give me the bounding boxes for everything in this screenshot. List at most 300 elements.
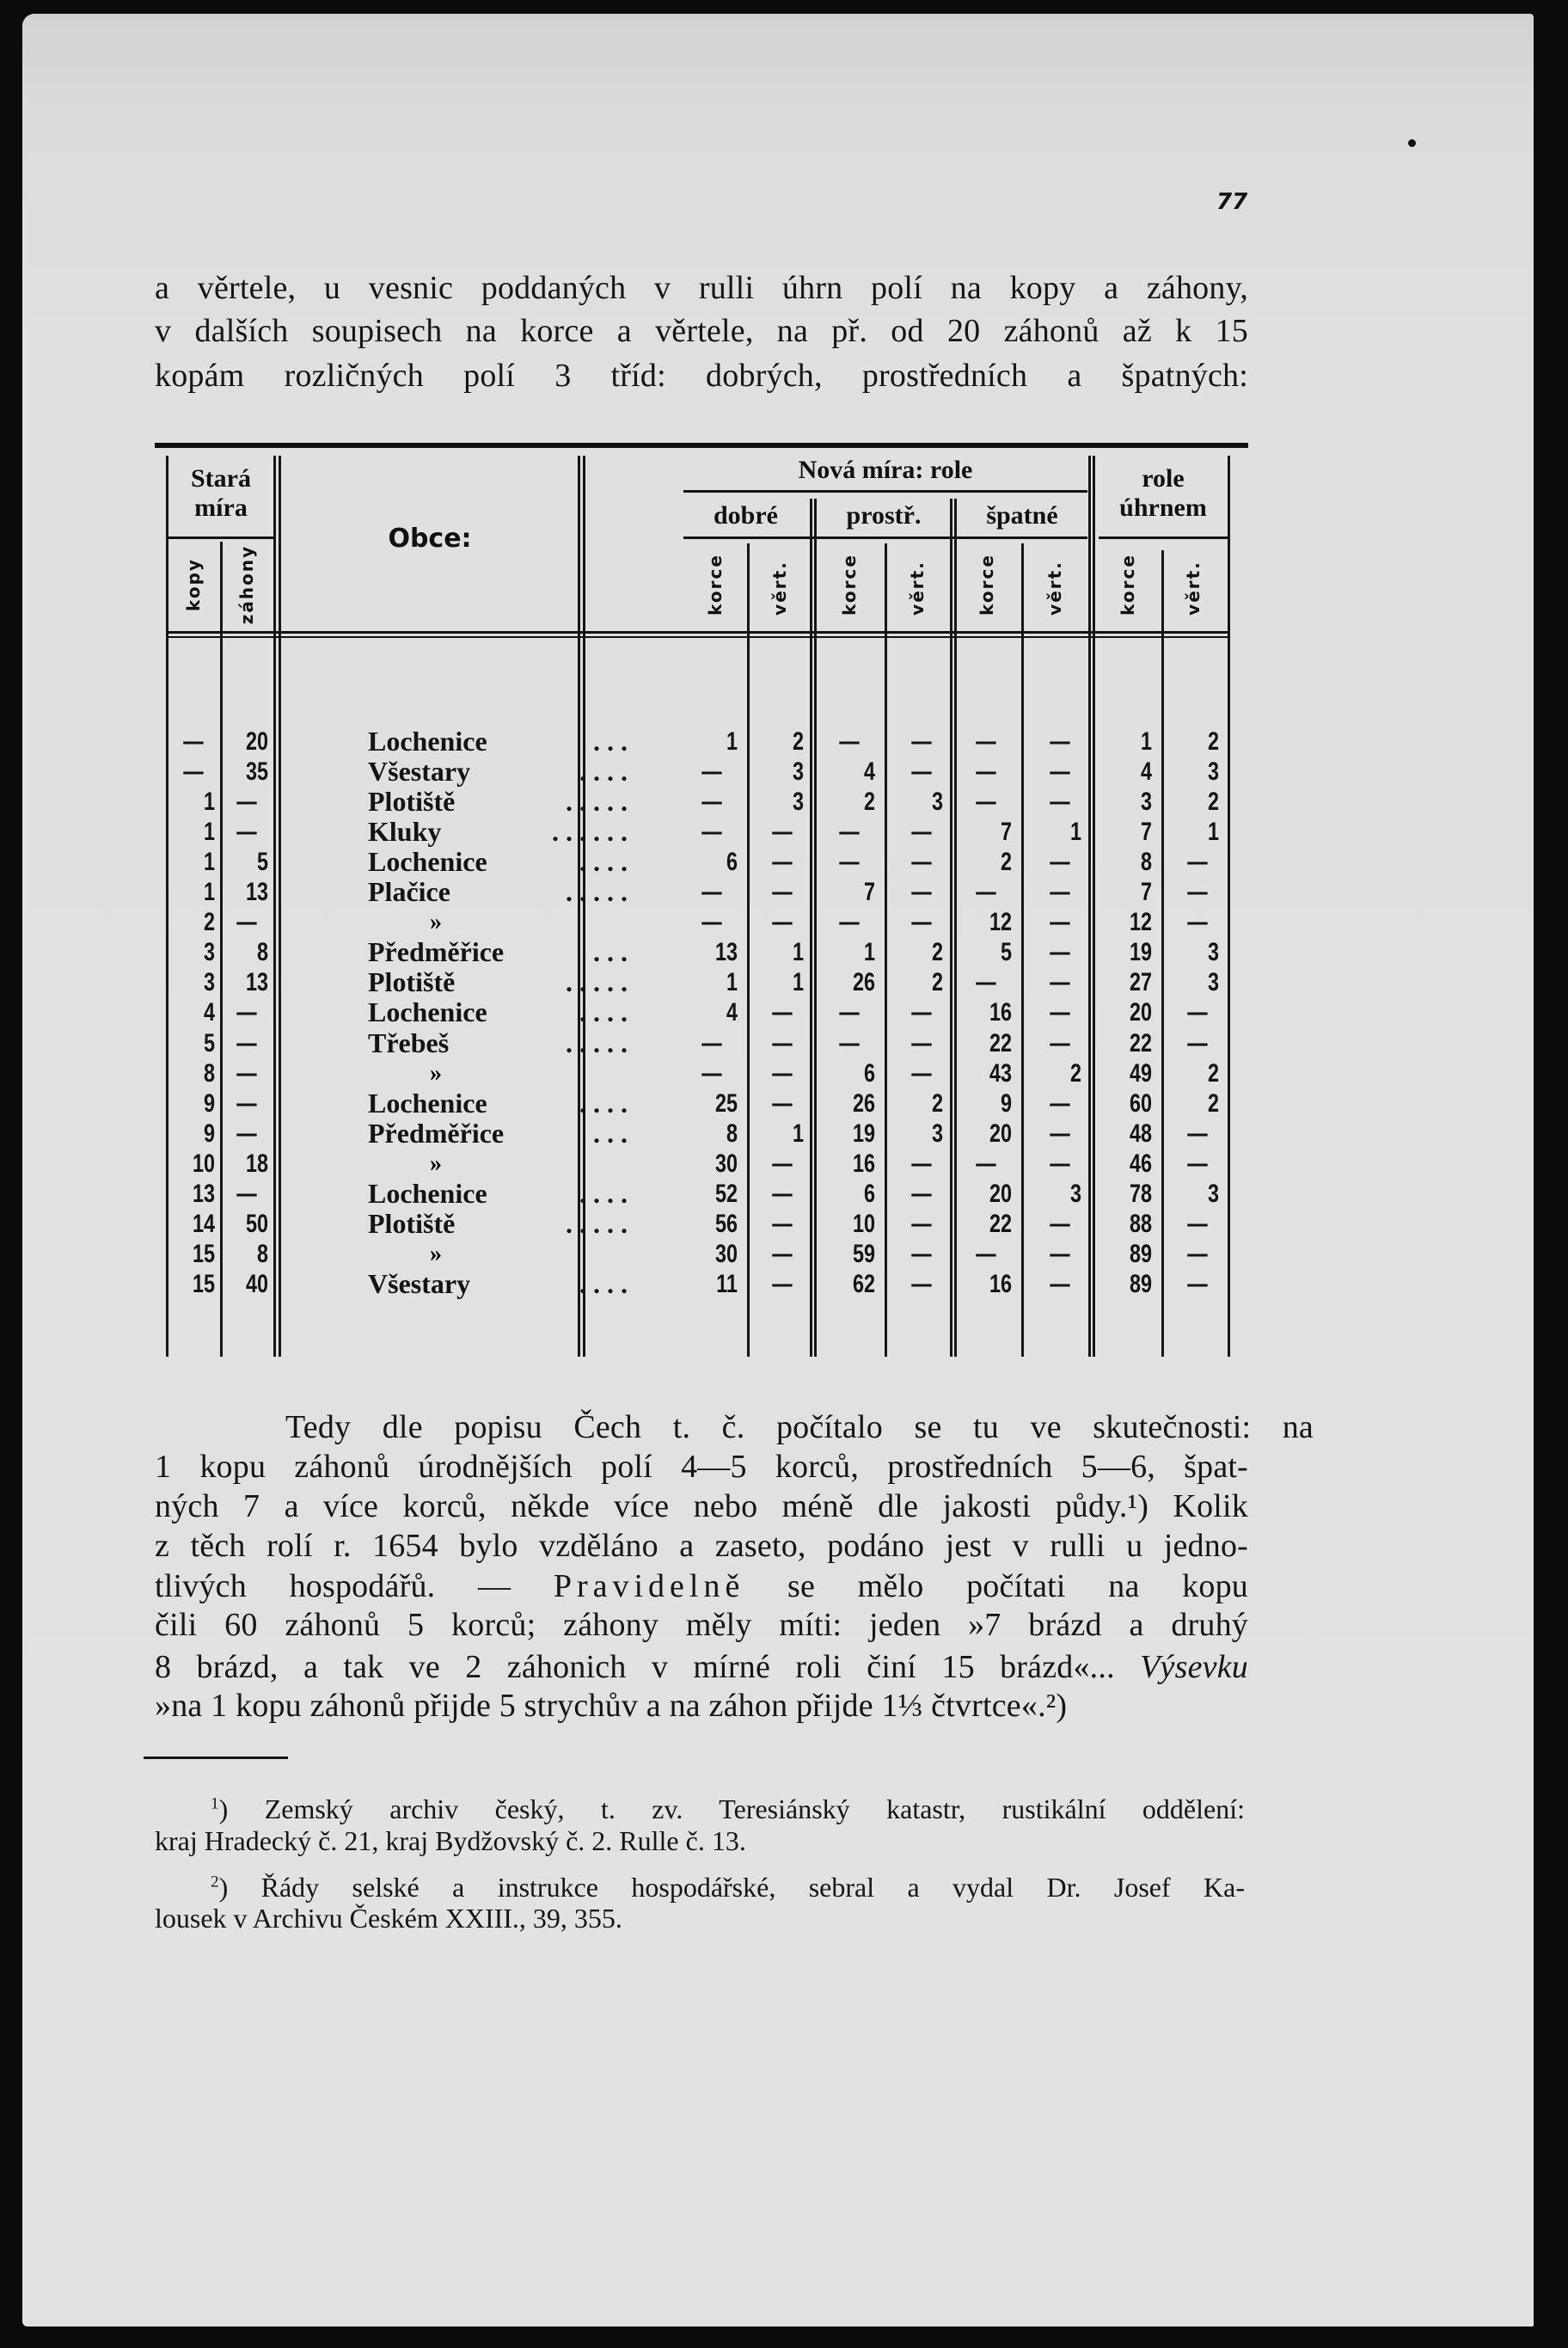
cell-pv: — (911, 727, 932, 756)
header-dobre-vert: věrt. (769, 561, 790, 616)
cell-pk: 62 (852, 1269, 875, 1298)
table-row (0, 847, 1568, 877)
cell-uk: 12 (1129, 908, 1152, 937)
cell-pk: 6 (863, 1058, 875, 1088)
header-dobre-korce: korce (705, 554, 726, 616)
header-zahony: záhony (236, 544, 257, 625)
header-obce: Obce: (388, 524, 472, 554)
cell-uv: 2 (1207, 727, 1219, 756)
cell-dv: — (772, 1209, 793, 1238)
cell-uv: — (1187, 1269, 1208, 1298)
cell-dv: — (772, 1088, 793, 1118)
header-rule-2 (166, 636, 1229, 638)
leader-dots: ... (593, 936, 634, 968)
cell-kopy: 13 (192, 1179, 215, 1208)
cell-pk: 4 (863, 757, 875, 787)
village-name (368, 787, 634, 817)
village-name (368, 877, 634, 907)
village-name (368, 1119, 634, 1149)
footnote-2-line-1 (211, 1872, 1245, 1904)
cell-pk: — (839, 998, 860, 1027)
cell-zahony: 50 (245, 1209, 268, 1238)
cell-sk: 7 (1000, 818, 1012, 847)
leader-dots: ..... (566, 1027, 634, 1058)
footnote-1-line-2: kraj Hradecký č. 21, kraj Bydžovský č. 2. Rulle č. 13. (155, 1825, 746, 1856)
table-row (0, 1239, 1568, 1269)
village-name (368, 1028, 634, 1058)
cell-dk: 8 (726, 1119, 738, 1148)
village-label: Plotiště (368, 1207, 456, 1239)
cell-zahony: — (236, 1058, 257, 1088)
cell-zahony: 8 (256, 1239, 268, 1268)
cell-sv: 2 (1069, 1058, 1081, 1088)
cell-uk: 89 (1129, 1269, 1152, 1298)
village-label: Předměřice (368, 1117, 505, 1149)
cell-uk: 19 (1129, 938, 1152, 967)
table-top-rule (155, 443, 1248, 448)
cell-uv: 3 (1207, 968, 1219, 997)
cell-uv: 2 (1207, 1058, 1219, 1088)
cell-uv: — (1187, 1239, 1208, 1268)
cell-pv: — (911, 908, 932, 937)
header-role-line1: role (1142, 464, 1185, 493)
cell-sk: 20 (989, 1179, 1012, 1208)
table-row (0, 997, 1568, 1027)
header-stara-mira (168, 464, 273, 523)
table-row (0, 817, 1568, 847)
cell-pk: — (839, 848, 860, 877)
cell-dv: — (772, 1149, 793, 1178)
para-line-7-pre: 8 brázd, a tak ve 2 záhonich v mírné roli činí 15 brázd«... (155, 1649, 1141, 1685)
cell-sk: 16 (989, 998, 1012, 1027)
cell-dv: — (772, 1239, 793, 1268)
cell-pv: 2 (931, 938, 943, 967)
cell-uk: 60 (1129, 1088, 1152, 1118)
cell-uk: 78 (1129, 1179, 1152, 1208)
table-row (0, 937, 1568, 967)
cell-kopy: — (183, 727, 204, 756)
cell-pk: 19 (852, 1119, 875, 1148)
cell-dk: 1 (726, 727, 738, 756)
cell-sk: — (976, 878, 996, 907)
cell-kopy: 15 (192, 1239, 215, 1268)
cell-uv: — (1187, 998, 1208, 1027)
cell-uv: 1 (1207, 818, 1219, 847)
cell-sv: — (1050, 1239, 1070, 1268)
table-row (0, 1058, 1568, 1088)
cell-dv: 1 (792, 968, 804, 997)
nova-mira-rule (683, 490, 1087, 493)
village-label: Předměřice (368, 936, 505, 968)
leader-dots: ...... (552, 816, 634, 848)
cell-kopy: 1 (203, 878, 215, 907)
village-name (368, 1269, 634, 1299)
cell-sv: — (1050, 1269, 1070, 1298)
village-label: Plotiště (368, 786, 456, 818)
cell-pv: — (911, 998, 932, 1027)
para-line-3: ných 7 a více korců, někde více nebo méně dle jakosti půdy.¹) Kolik (155, 1488, 1248, 1524)
cell-sv: — (1050, 908, 1070, 937)
cell-pk: — (839, 1028, 860, 1058)
cell-pk: — (839, 908, 860, 937)
cell-uv: 2 (1207, 1088, 1219, 1118)
cell-dv: — (772, 1179, 793, 1208)
para-line-5 (155, 1566, 1248, 1606)
cell-dk: 4 (726, 998, 738, 1027)
cell-sv: — (1050, 757, 1070, 787)
cell-zahony: 18 (245, 1149, 268, 1178)
para-line-2: 1 kopu záhonů úrodnějších polí 4—5 korců, prostředních 5—6, špat- (155, 1449, 1248, 1485)
table-row (0, 877, 1568, 907)
leader-dots: ..... (566, 786, 634, 818)
cell-pk: 7 (863, 878, 875, 907)
village-label: Lochenice (368, 996, 487, 1028)
cell-zahony: 35 (245, 757, 268, 787)
village-label: Lochenice (368, 1087, 487, 1119)
para-spaced-word: Pravidelně (553, 1568, 745, 1604)
cell-sk: 22 (989, 1028, 1012, 1058)
header-uhrnem-vert: věrt. (1183, 561, 1204, 616)
cell-pk: 6 (863, 1179, 875, 1208)
cell-pv: 3 (931, 788, 943, 817)
cell-sk: — (976, 757, 996, 787)
cell-sk: — (976, 788, 996, 817)
cell-kopy: 15 (192, 1269, 215, 1298)
cell-dv: — (772, 1058, 793, 1088)
cell-sv: — (1050, 1088, 1070, 1118)
footnote-1-marker: $^1$) (211, 1793, 229, 1824)
cell-sv: — (1050, 1149, 1070, 1178)
village-name (368, 1088, 634, 1119)
cell-zahony: 8 (256, 938, 268, 967)
village-label: Plotiště (368, 966, 456, 998)
village-label: Lochenice (368, 846, 487, 878)
cell-uv: — (1187, 848, 1208, 877)
cell-pv: — (911, 1058, 932, 1088)
cell-dv: 3 (792, 757, 804, 787)
cell-kopy: 2 (203, 908, 215, 937)
village-name (368, 937, 634, 967)
para-italic-word: Výsevku (1140, 1649, 1248, 1685)
cell-zahony: — (236, 998, 257, 1027)
leader-dots: .... (579, 1087, 634, 1119)
cell-uv: — (1187, 1028, 1208, 1058)
page-number: 77 (1216, 189, 1248, 215)
village-name (368, 967, 634, 997)
village-name (368, 847, 634, 877)
leader-dots: .... (579, 846, 634, 878)
cell-uk: 22 (1129, 1028, 1152, 1058)
leader-dots: ... (593, 1117, 634, 1149)
cell-pk: 1 (863, 938, 875, 967)
para-line-6: čili 60 záhonů 5 korců; záhony měly míti: jeden »7 brázd a druhý (155, 1607, 1248, 1643)
cell-uk: 4 (1140, 757, 1152, 787)
para-line-1: Tedy dle popisu Čech t. č. počítalo se tu ve skutečnosti: na (285, 1409, 1314, 1445)
cell-sk: 22 (989, 1209, 1012, 1238)
uhrnem-rule (1099, 536, 1228, 539)
cell-dv: 1 (792, 938, 804, 967)
cell-uk: 8 (1140, 848, 1152, 877)
intro-line-2: v dalších soupisech na korce a věrtele, na př. od 20 záhonů až k 15 (155, 313, 1248, 349)
para-line-4: z těch rolí r. 1654 bylo vzděláno a zaseto, podáno jest v rulli u jedno- (155, 1528, 1248, 1564)
cell-sk: 16 (989, 1269, 1012, 1298)
cell-uv: 3 (1207, 1179, 1219, 1208)
cell-sv: — (1050, 848, 1070, 877)
cell-pv: — (911, 1209, 932, 1238)
cell-sv: — (1050, 727, 1070, 756)
village-label: Všestary (368, 756, 471, 788)
footnote-2-marker: $^2$) (211, 1872, 229, 1903)
footnote-rule (144, 1756, 288, 1759)
cell-uv: 3 (1207, 938, 1219, 967)
cell-zahony: 13 (245, 878, 268, 907)
cell-pv: — (911, 848, 932, 877)
village-label: Kluky (368, 816, 442, 848)
cell-uv: — (1187, 1209, 1208, 1238)
cell-dk: 11 (716, 1269, 738, 1298)
cell-sv: — (1050, 788, 1070, 817)
ditto-mark: » (430, 1240, 442, 1267)
cell-pv: — (911, 1269, 932, 1298)
table-row (0, 1149, 1568, 1179)
cell-dk: — (701, 1058, 722, 1088)
header-nova-mira: Nová míra: role (798, 456, 973, 484)
cell-pv: — (911, 757, 932, 787)
header-prostr-vert: věrt. (907, 561, 928, 616)
cell-uk: 27 (1129, 968, 1152, 997)
cell-pv: — (911, 1149, 932, 1178)
cell-dk: — (701, 818, 722, 847)
cell-pv: 2 (931, 1088, 943, 1118)
cell-pv: — (911, 878, 932, 907)
intro-line-1: a věrtele, u vesnic poddaných v rulli úhrn polí na kopy a záhony, (155, 270, 1248, 306)
cell-pv: 3 (931, 1119, 943, 1148)
cell-dv: 2 (792, 727, 804, 756)
cell-sk: 20 (989, 1119, 1012, 1148)
cell-dv: — (772, 998, 793, 1027)
village-label: Všestary (368, 1267, 471, 1299)
table-row (0, 1028, 1568, 1058)
cell-uk: 20 (1129, 998, 1152, 1027)
cell-dv: — (772, 878, 793, 907)
ditto-mark: » (430, 1059, 442, 1087)
table-row (0, 726, 1568, 757)
village-name (368, 1179, 634, 1209)
cell-kopy: 5 (203, 1028, 215, 1058)
header-uhrnem-korce: korce (1118, 554, 1138, 616)
cell-dk: — (701, 878, 722, 907)
cell-sv: — (1050, 968, 1070, 997)
header-rule-1 (166, 631, 1229, 634)
leader-dots: .... (579, 1177, 634, 1209)
cell-dv: 3 (792, 788, 804, 817)
table-row (0, 1179, 1568, 1209)
cell-dk: 52 (714, 1179, 738, 1208)
cell-uk: 7 (1140, 878, 1152, 907)
cell-sv: — (1050, 878, 1070, 907)
cell-pv: — (911, 1239, 932, 1268)
cell-uv: — (1187, 1119, 1208, 1148)
cell-dv: 1 (792, 1119, 804, 1148)
cell-sv: — (1050, 998, 1070, 1027)
cell-dk: 25 (714, 1088, 738, 1118)
header-kopy: kopy (183, 558, 204, 611)
intro-line-3: kopám rozličných polí 3 tříd: dobrých, prostředních a špatných: (155, 358, 1248, 394)
cell-pk: 26 (852, 968, 875, 997)
leader-dots: .... (579, 756, 634, 788)
footnote-2-line-2: lousek v Archivu Českém XXIII., 39, 355. (155, 1903, 622, 1934)
cell-uk: 1 (1140, 727, 1152, 756)
cell-sv: — (1050, 938, 1070, 967)
cell-sk: 5 (1000, 938, 1012, 967)
leader-dots: ... (593, 726, 634, 757)
cell-dv: — (772, 848, 793, 877)
cell-pv: — (911, 1179, 932, 1208)
cell-dk: — (701, 757, 722, 787)
footnote-1-text: Zemský archiv český, t. zv. Teresiánský katastr, rustikální oddělení: (264, 1793, 1246, 1824)
cell-dk: 56 (714, 1209, 738, 1238)
header-spatne-korce: korce (977, 554, 997, 616)
cell-dv: — (772, 1028, 793, 1058)
cell-kopy: — (183, 757, 204, 787)
village-name (368, 997, 634, 1027)
table-row (0, 787, 1568, 817)
header-prostr: prostř. (846, 501, 922, 530)
header-stara-line2: míra (194, 494, 248, 522)
cell-uk: 7 (1140, 818, 1152, 847)
header-spatne-vert: věrt. (1044, 561, 1065, 616)
cell-uk: 46 (1129, 1149, 1152, 1178)
ditto-mark: » (430, 909, 442, 936)
cell-dk: 13 (714, 938, 738, 967)
cell-kopy: 9 (203, 1119, 215, 1148)
village-name (368, 1209, 634, 1239)
cell-kopy: 10 (192, 1149, 215, 1178)
cell-zahony: — (236, 1028, 257, 1058)
cell-sk: — (976, 1149, 996, 1178)
cell-sv: — (1050, 1119, 1070, 1148)
cell-zahony: 40 (245, 1269, 268, 1298)
table-row (0, 1269, 1568, 1299)
cell-uv: — (1187, 1149, 1208, 1178)
leader-dots: ..... (566, 1207, 634, 1239)
cell-pk: — (839, 818, 860, 847)
village-name (368, 726, 634, 757)
cell-dv: — (772, 908, 793, 937)
cell-uv: 2 (1207, 788, 1219, 817)
cell-sk: 2 (1000, 848, 1012, 877)
cell-zahony: — (236, 818, 257, 847)
cell-dk: — (701, 788, 722, 817)
ditto-mark: » (430, 1149, 442, 1177)
cell-zahony: 5 (256, 848, 268, 877)
cell-sk: — (976, 968, 996, 997)
cell-pv: — (911, 818, 932, 847)
cell-dv: — (772, 1269, 793, 1298)
cell-zahony: — (236, 788, 257, 817)
village-label: Plačice (368, 876, 450, 908)
table-row (0, 1209, 1568, 1239)
cell-sk: 43 (989, 1058, 1012, 1088)
cell-dk: 30 (714, 1149, 738, 1178)
cell-sv: 1 (1069, 818, 1081, 847)
cell-zahony: — (236, 908, 257, 937)
header-role-uhrnem (1099, 464, 1228, 523)
cell-uv: — (1187, 908, 1208, 937)
cell-kopy: 8 (203, 1058, 215, 1088)
leader-dots: ..... (566, 876, 634, 908)
village-label: Lochenice (368, 1177, 487, 1209)
cell-dk: — (701, 908, 722, 937)
scan-speck (1408, 139, 1416, 147)
table-row (0, 1088, 1568, 1119)
leader-dots: .... (579, 1267, 634, 1299)
cell-sv: — (1050, 1209, 1070, 1238)
stara-mira-rule (168, 536, 273, 539)
cell-pk: 16 (852, 1149, 875, 1178)
cell-kopy: 1 (203, 848, 215, 877)
footnote-2-text: Řády selské a instrukce hospodářské, sebral a vydal Dr. Josef Ka- (260, 1872, 1246, 1903)
para-line-7 (155, 1647, 1248, 1687)
cell-uk: 48 (1129, 1119, 1152, 1148)
cell-zahony: — (236, 1088, 257, 1118)
footnote-1-line-1 (211, 1793, 1245, 1825)
table-row (0, 757, 1568, 787)
cell-uk: 89 (1129, 1239, 1152, 1268)
cell-sk: 12 (989, 908, 1012, 937)
cell-kopy: 1 (203, 788, 215, 817)
cell-pk: — (839, 727, 860, 756)
header-stara-line1: Stará (191, 464, 251, 493)
header-spatne: špatné (986, 501, 1058, 530)
header-role-line2: úhrnem (1119, 494, 1207, 522)
village-name (368, 817, 634, 847)
cell-dv: — (772, 818, 793, 847)
cell-uk: 49 (1129, 1058, 1152, 1088)
cell-kopy: 14 (192, 1209, 215, 1238)
cell-uv: — (1187, 878, 1208, 907)
cell-pk: 59 (852, 1239, 875, 1268)
cell-zahony: 20 (245, 727, 268, 756)
cell-kopy: 9 (203, 1088, 215, 1118)
cell-sv: — (1050, 1028, 1070, 1058)
cell-zahony: — (236, 1179, 257, 1208)
village-label: Lochenice (368, 726, 487, 757)
subgroup-rule (683, 536, 1087, 539)
cell-sv: 3 (1069, 1179, 1081, 1208)
cell-kopy: 1 (203, 818, 215, 847)
cell-zahony: 13 (245, 968, 268, 997)
cell-sk: 9 (1000, 1088, 1012, 1118)
cell-sk: — (976, 727, 996, 756)
cell-pk: 26 (852, 1088, 875, 1118)
cell-uk: 88 (1129, 1209, 1152, 1238)
leader-dots: .... (579, 996, 634, 1028)
cell-pv: 2 (931, 968, 943, 997)
leader-dots: ..... (566, 966, 634, 998)
cell-pk: 2 (863, 788, 875, 817)
header-dobre: dobré (714, 501, 778, 530)
cell-dk: 30 (714, 1239, 738, 1268)
village-label: Třebeš (368, 1027, 450, 1058)
table-row (0, 907, 1568, 937)
village-name (368, 757, 634, 787)
cell-kopy: 3 (203, 938, 215, 967)
table-row (0, 967, 1568, 997)
cell-dk: 1 (726, 968, 738, 997)
cell-kopy: 3 (203, 968, 215, 997)
header-prostr-korce: korce (839, 554, 860, 616)
